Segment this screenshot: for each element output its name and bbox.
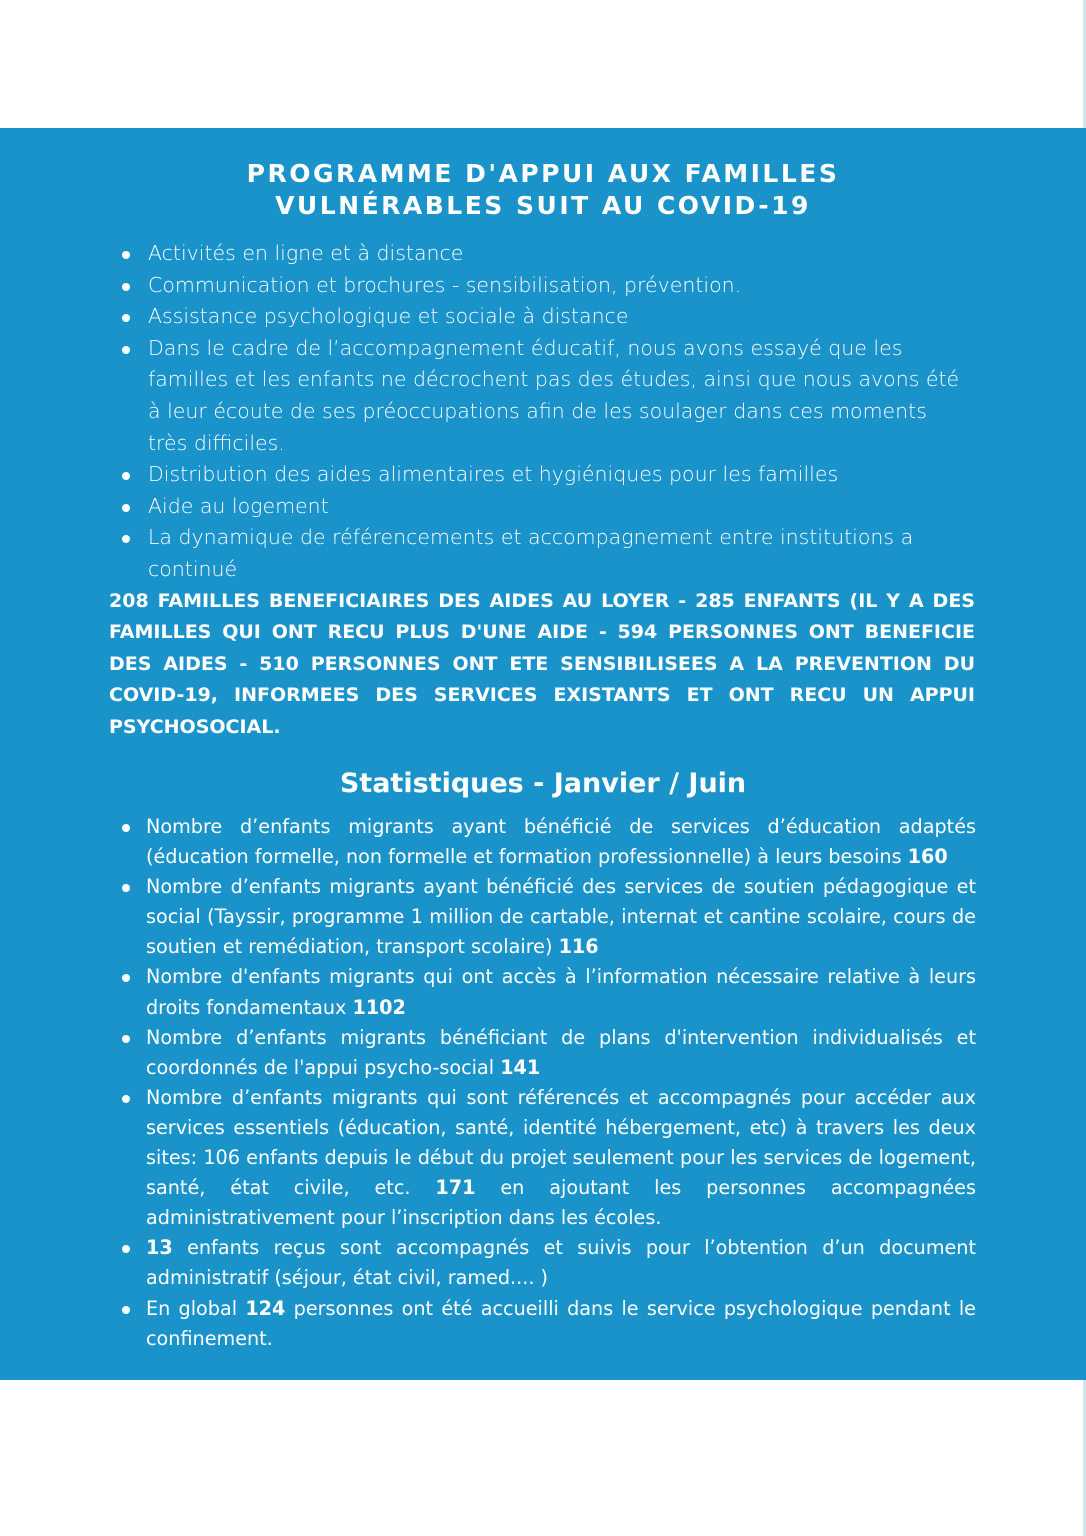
- stats-heading: Statistiques - Janvier / Juin: [339, 768, 747, 799]
- stat-item: [118, 1294, 976, 1354]
- stat-item: [118, 1083, 976, 1233]
- stat-item: [118, 1023, 976, 1083]
- activity-item: Communication et brochures - sensibilisation, prévention.: [118, 270, 968, 302]
- activity-item: Dans le cadre de l’accompagnement éducatif, nous avons essayé que les familles et les enfants ne décrochent pas des études, ainsi que nous avons été à leur écoute de ses préoccupations afin de les soulager dans ces moments très difficiles.: [118, 333, 968, 459]
- stat-number: 124: [245, 1296, 286, 1320]
- stat-text: Nombre d’enfants migrants ayant bénéficié de services d’éducation adaptés (éducation formelle, non formelle et formation professionnelle) à leurs besoins: [146, 815, 976, 869]
- activity-item: Distribution des aides alimentaires et hygiéniques pour les familles: [118, 459, 968, 491]
- page-title: [0, 158, 1086, 222]
- activity-item: Aide au logement: [118, 491, 968, 523]
- stat-text: Nombre d’enfants migrants ayant bénéficié des services de soutien pédagogique et social (Tayssir, programme 1 million de cartable, internat et cantine scolaire, cours de soutien et remédiation, transport scolaire): [146, 875, 976, 959]
- stat-text-after: personnes ont été accueilli dans le service psychologique pendant le confinement.: [146, 1296, 976, 1350]
- beneficiaries-summary: 208 FAMILLES BENEFICIAIRES DES AIDES AU LOYER - 285 ENFANTS (IL Y A DES FAMILLES QUI ONT RECU PLUS D'UNE AIDE - 594 PERSONNES ONT BENEFICIE DES AIDES - 510 PERSONNES ONT ETE SENSIBILISEES A LA PREVENTION DU COVID-19, INFORMEES DES SERVICES EXISTANTS ET ONT RECU UN APPUI PSYCHOSOCIAL.: [109, 590, 975, 738]
- stat-text: Nombre d’enfants migrants bénéficiant de plans d'intervention individualisés et coordonnés de l'appui psycho-social: [146, 1025, 976, 1079]
- stat-number: 116: [558, 935, 599, 959]
- stat-text-after: en ajoutant les personnes accompagnées administrativement pour l’inscription dans les écoles.: [146, 1176, 976, 1230]
- activity-item: Assistance psychologique et sociale à distance: [118, 301, 968, 333]
- stat-number: 171: [435, 1176, 476, 1200]
- stat-item: [118, 962, 976, 1022]
- stat-item: [118, 812, 976, 872]
- title-line-1: PROGRAMME D'APPUI AUX FAMILLES: [246, 159, 840, 188]
- content-panel: [0, 128, 1086, 1380]
- title-line-2: VULNÉRABLES SUIT AU COVID-19: [275, 191, 811, 220]
- stat-number: 141: [500, 1055, 541, 1079]
- stat-number: 1102: [352, 995, 406, 1019]
- stats-list: [118, 812, 976, 1354]
- stat-text: Nombre d'enfants migrants qui ont accès à l’information nécessaire relative à leurs droits fondamentaux: [146, 965, 976, 1019]
- stat-item: [118, 872, 976, 962]
- stat-text-after: enfants reçus sont accompagnés et suivis pour l’obtention d’un document administratif (séjour, état civil, ramed.... ): [146, 1236, 976, 1290]
- stat-item: [118, 1233, 976, 1293]
- stat-number: 13: [146, 1236, 173, 1260]
- activities-list: [118, 238, 968, 586]
- stat-number: 160: [907, 845, 948, 869]
- activity-item: La dynamique de référencements et accompagnement entre institutions a continué: [118, 522, 968, 585]
- activity-item: Activités en ligne et à distance: [118, 238, 968, 270]
- stat-text: Nombre d’enfants migrants qui sont référencés et accompagnés pour accéder aux services essentiels (éducation, santé, identité hébergement, etc) à travers les deux sites: 106 enfants depuis le début du projet seulement pour les services de logement, santé, état civile, etc.: [146, 1085, 976, 1200]
- stat-text: En global: [146, 1296, 246, 1320]
